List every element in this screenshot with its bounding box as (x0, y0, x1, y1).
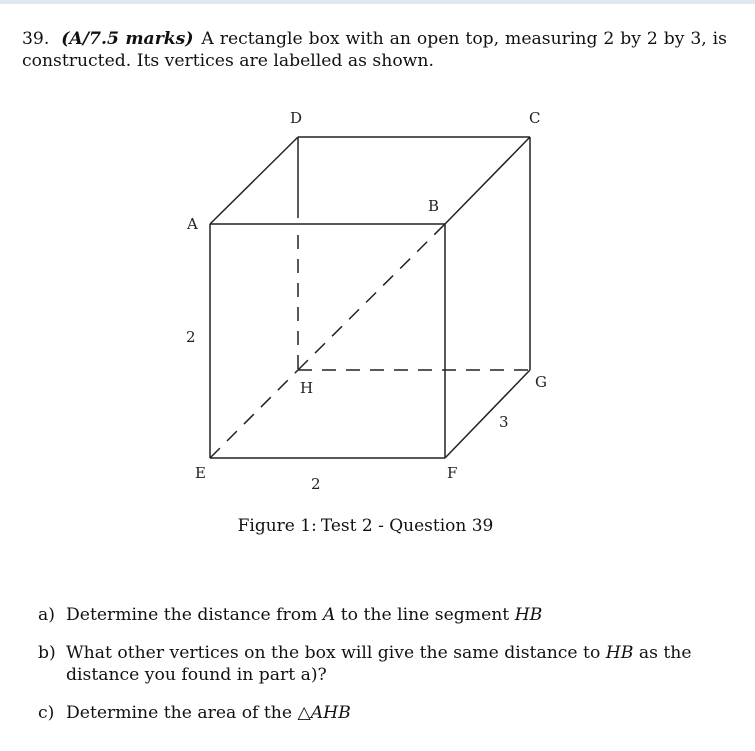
part-text: What other vertices on the box will give the same distance to (66, 643, 606, 663)
part-text: to the line segment (335, 605, 515, 625)
vertex-label-B: B (428, 197, 440, 215)
edge-label-width: 2 (311, 475, 321, 493)
question-parts (38, 604, 728, 740)
figure-caption (0, 516, 735, 536)
part-letter: a) (38, 605, 55, 625)
vertex-label-A: A (187, 215, 198, 233)
part-math: HB (514, 605, 543, 625)
part-letter: b) (38, 643, 56, 663)
vertex-label-H: H (300, 379, 314, 397)
caption-prefix: Figure 1: (237, 516, 317, 536)
vertex-label-C: C (529, 109, 541, 127)
vertex-label-D: D (290, 109, 303, 127)
vertex-label-F: F (447, 464, 458, 482)
part-a (38, 604, 728, 626)
part-math: A (322, 605, 336, 625)
part-letter: c) (38, 703, 55, 723)
edge-AD (210, 137, 298, 224)
caption-text: Test 2 - Question 39 (320, 516, 494, 536)
edge-FG (445, 370, 530, 458)
part-text: as the distance you found in part a)? (66, 643, 692, 685)
question-number: 39. (22, 29, 50, 49)
question-text: A rectangle box with an open top, measuring 2 by 2 by 3, is constructed. Its vertices are labelled as shown. (22, 29, 728, 71)
edge-label-height: 2 (186, 328, 196, 346)
hidden-edge-EH (210, 370, 298, 458)
edge-label-depth: 3 (499, 413, 509, 431)
question-marks: (A/7.5 marks) (61, 29, 194, 49)
part-text: Determine the area of the (66, 703, 298, 723)
part-b (38, 642, 728, 686)
vertex-label-E: E (195, 464, 206, 482)
vertex-label-G: G (535, 373, 547, 391)
part-math: △AHB (297, 703, 351, 723)
part-math: HB (605, 643, 634, 663)
part-text: Determine the distance from (66, 605, 323, 625)
edge-BC (445, 137, 530, 224)
part-c (38, 702, 728, 724)
diagonal-HB (298, 224, 445, 370)
